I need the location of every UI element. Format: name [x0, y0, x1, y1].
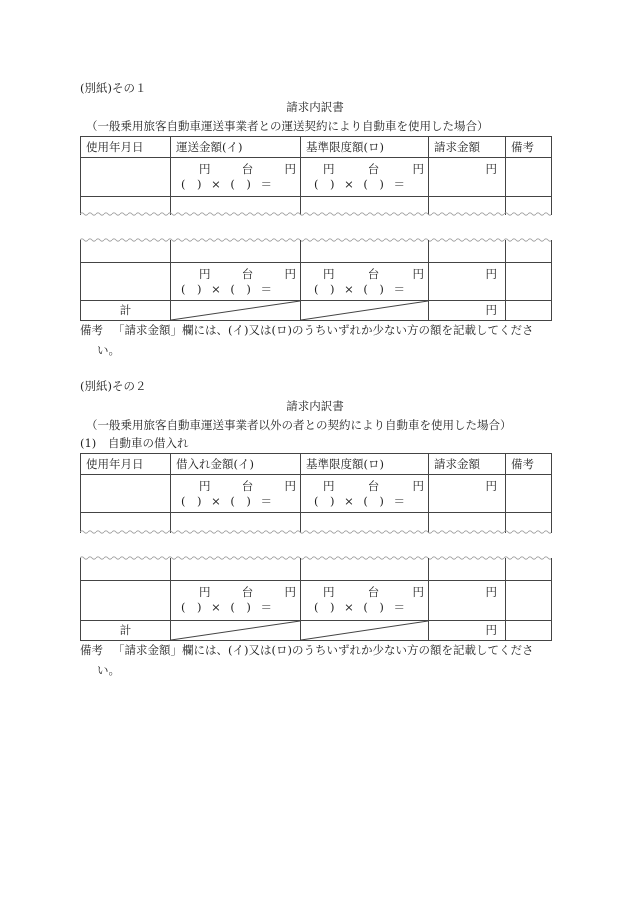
table-row [81, 158, 552, 197]
standard-limit-cell [301, 558, 429, 580]
remarks-cell [506, 262, 552, 300]
remarks-note-text: 「請求金額」欄には、(イ)又は(ロ)のうちいずれか少ない方の額を記載してくださ [113, 323, 534, 337]
remarks-note-label: 備考 [80, 323, 103, 337]
header-claim-amount: 請求金額 [429, 137, 506, 158]
yen-unit: 円 [199, 584, 211, 599]
claim-amount-cell: 円 [429, 580, 506, 620]
subheading-text: 自動車の借入れ [108, 436, 189, 450]
remarks-cell [506, 620, 552, 640]
diagonal-slash [301, 301, 428, 320]
usage-date-cell [81, 240, 171, 262]
rental-amount-cell [171, 558, 301, 580]
header-fare-amount: 運送金額(イ) [171, 137, 301, 158]
diagonal-slash [301, 621, 428, 640]
fare-amount-cell [171, 158, 301, 197]
table-header-row [81, 137, 552, 158]
header-remarks: 備考 [506, 454, 552, 475]
unit-labels [301, 162, 428, 176]
unit-labels [301, 267, 428, 281]
remarks-cell [506, 300, 552, 320]
usage-date-cell [81, 158, 171, 197]
diagonal-slash [171, 301, 300, 320]
vehicle-unit: 台 [367, 584, 380, 599]
header-remarks: 備考 [506, 137, 552, 158]
usage-date-cell [81, 475, 171, 513]
breakdown-table-lower [80, 558, 552, 641]
yen-unit: 円 [284, 479, 296, 493]
vehicle-unit: 台 [367, 479, 380, 493]
claim-amount-cell: 円 [429, 158, 506, 197]
remarks-note [80, 323, 533, 337]
remarks-cell [506, 475, 552, 513]
unit-labels [171, 267, 300, 281]
document-subtitle: （一般乗用旅客自動車運送事業者との運送契約により自動車を使用した場合） [86, 119, 489, 133]
total-limit-slashed-cell [301, 300, 429, 320]
claim-amount-cell [429, 240, 506, 262]
table-row [81, 240, 552, 262]
claim-amount-cell: 円 [429, 475, 506, 513]
yen-unit: 円 [323, 584, 335, 599]
standard-limit-cell [301, 580, 429, 620]
yen-unit: 円 [412, 266, 424, 281]
remarks-note-text: 「請求金額」欄には、(イ)又は(ロ)のうちいずれか少ない方の額を記載してくださ [113, 643, 534, 657]
calc-formula: ( ) × ( ) ＝ [314, 177, 406, 191]
header-standard-limit: 基準限度額(ロ) [301, 137, 429, 158]
total-claim-amount-cell: 円 [429, 300, 506, 320]
table-break-wave [80, 529, 551, 535]
remarks-cell [506, 158, 552, 197]
subheading-number: (1) [80, 436, 97, 450]
unit-labels [301, 479, 428, 493]
document-subtitle: （一般乗用旅客自動車運送事業者以外の者との契約により自動車を使用した場合） [86, 418, 512, 432]
yen-unit: 円 [412, 162, 424, 176]
yen-unit: 円 [199, 162, 211, 176]
table-row [81, 558, 552, 580]
claim-amount-cell: 円 [429, 262, 506, 300]
header-rental-amount: 借入れ金額(イ) [171, 454, 301, 475]
yen-unit: 円 [412, 584, 424, 599]
total-rental-slashed-cell [171, 620, 301, 640]
yen-unit: 円 [199, 266, 211, 281]
document-title: 請求内訳書 [286, 100, 344, 114]
total-label: 計 [81, 620, 171, 640]
header-standard-limit: 基準限度額(ロ) [301, 454, 429, 475]
remarks-note-label: 備考 [80, 643, 103, 657]
yen-unit: 円 [323, 266, 335, 281]
vehicle-unit: 台 [241, 162, 254, 176]
fare-amount-cell [171, 240, 301, 262]
appendix-label: (別紙)その１ [80, 81, 147, 95]
total-label: 計 [81, 300, 171, 320]
header-usage-date: 使用年月日 [81, 137, 171, 158]
yen-unit: 円 [284, 162, 296, 176]
unit-labels [301, 585, 428, 599]
unit-labels [171, 162, 300, 176]
appendix-label: (別紙)その２ [80, 379, 147, 393]
calc-formula: ( ) × ( ) ＝ [181, 494, 273, 508]
vehicle-unit: 台 [241, 479, 254, 493]
yen-unit: 円 [412, 479, 424, 493]
document-title: 請求内訳書 [286, 399, 344, 413]
table-row [81, 580, 552, 620]
calc-formula: ( ) × ( ) ＝ [181, 599, 273, 614]
table-row [81, 262, 552, 300]
unit-labels [171, 585, 300, 599]
remarks-cell [506, 558, 552, 580]
calc-formula: ( ) × ( ) ＝ [314, 494, 406, 508]
yen-unit: 円 [199, 479, 211, 493]
yen-unit: 円 [323, 479, 335, 493]
usage-date-cell [81, 262, 171, 300]
table-row [81, 475, 552, 513]
vehicle-unit: 台 [241, 584, 254, 599]
table-break-wave [80, 211, 551, 217]
fare-amount-cell [171, 262, 301, 300]
header-claim-amount: 請求金額 [429, 454, 506, 475]
calc-formula: ( ) × ( ) ＝ [314, 281, 406, 296]
remarks-note [80, 643, 533, 657]
total-row [81, 620, 552, 640]
table-header-row [81, 454, 552, 475]
standard-limit-cell [301, 158, 429, 197]
claim-amount-cell [429, 558, 506, 580]
breakdown-table-lower [80, 240, 552, 321]
breakdown-table-upper [80, 453, 552, 533]
total-fare-slashed-cell [171, 300, 301, 320]
vehicle-unit: 台 [367, 266, 380, 281]
standard-limit-cell [301, 475, 429, 513]
calc-formula: ( ) × ( ) ＝ [181, 177, 273, 191]
standard-limit-cell [301, 262, 429, 300]
total-row [81, 300, 552, 320]
total-limit-slashed-cell [301, 620, 429, 640]
header-usage-date: 使用年月日 [81, 454, 171, 475]
remarks-cell [506, 580, 552, 620]
unit-labels [171, 479, 300, 493]
yen-unit: 円 [284, 584, 296, 599]
remarks-note-continuation: い。 [97, 663, 120, 677]
calc-formula: ( ) × ( ) ＝ [181, 281, 273, 296]
vehicle-unit: 台 [367, 162, 380, 176]
breakdown-table-upper [80, 136, 552, 215]
vehicle-unit: 台 [241, 266, 254, 281]
rental-amount-cell [171, 580, 301, 620]
total-claim-amount-cell: 円 [429, 620, 506, 640]
diagonal-slash [171, 621, 300, 640]
standard-limit-cell [301, 240, 429, 262]
remarks-note-continuation: い。 [97, 343, 120, 357]
yen-unit: 円 [323, 162, 335, 176]
rental-amount-cell [171, 475, 301, 513]
remarks-cell [506, 240, 552, 262]
usage-date-cell [81, 558, 171, 580]
calc-formula: ( ) × ( ) ＝ [314, 599, 406, 614]
yen-unit: 円 [284, 266, 296, 281]
usage-date-cell [81, 580, 171, 620]
